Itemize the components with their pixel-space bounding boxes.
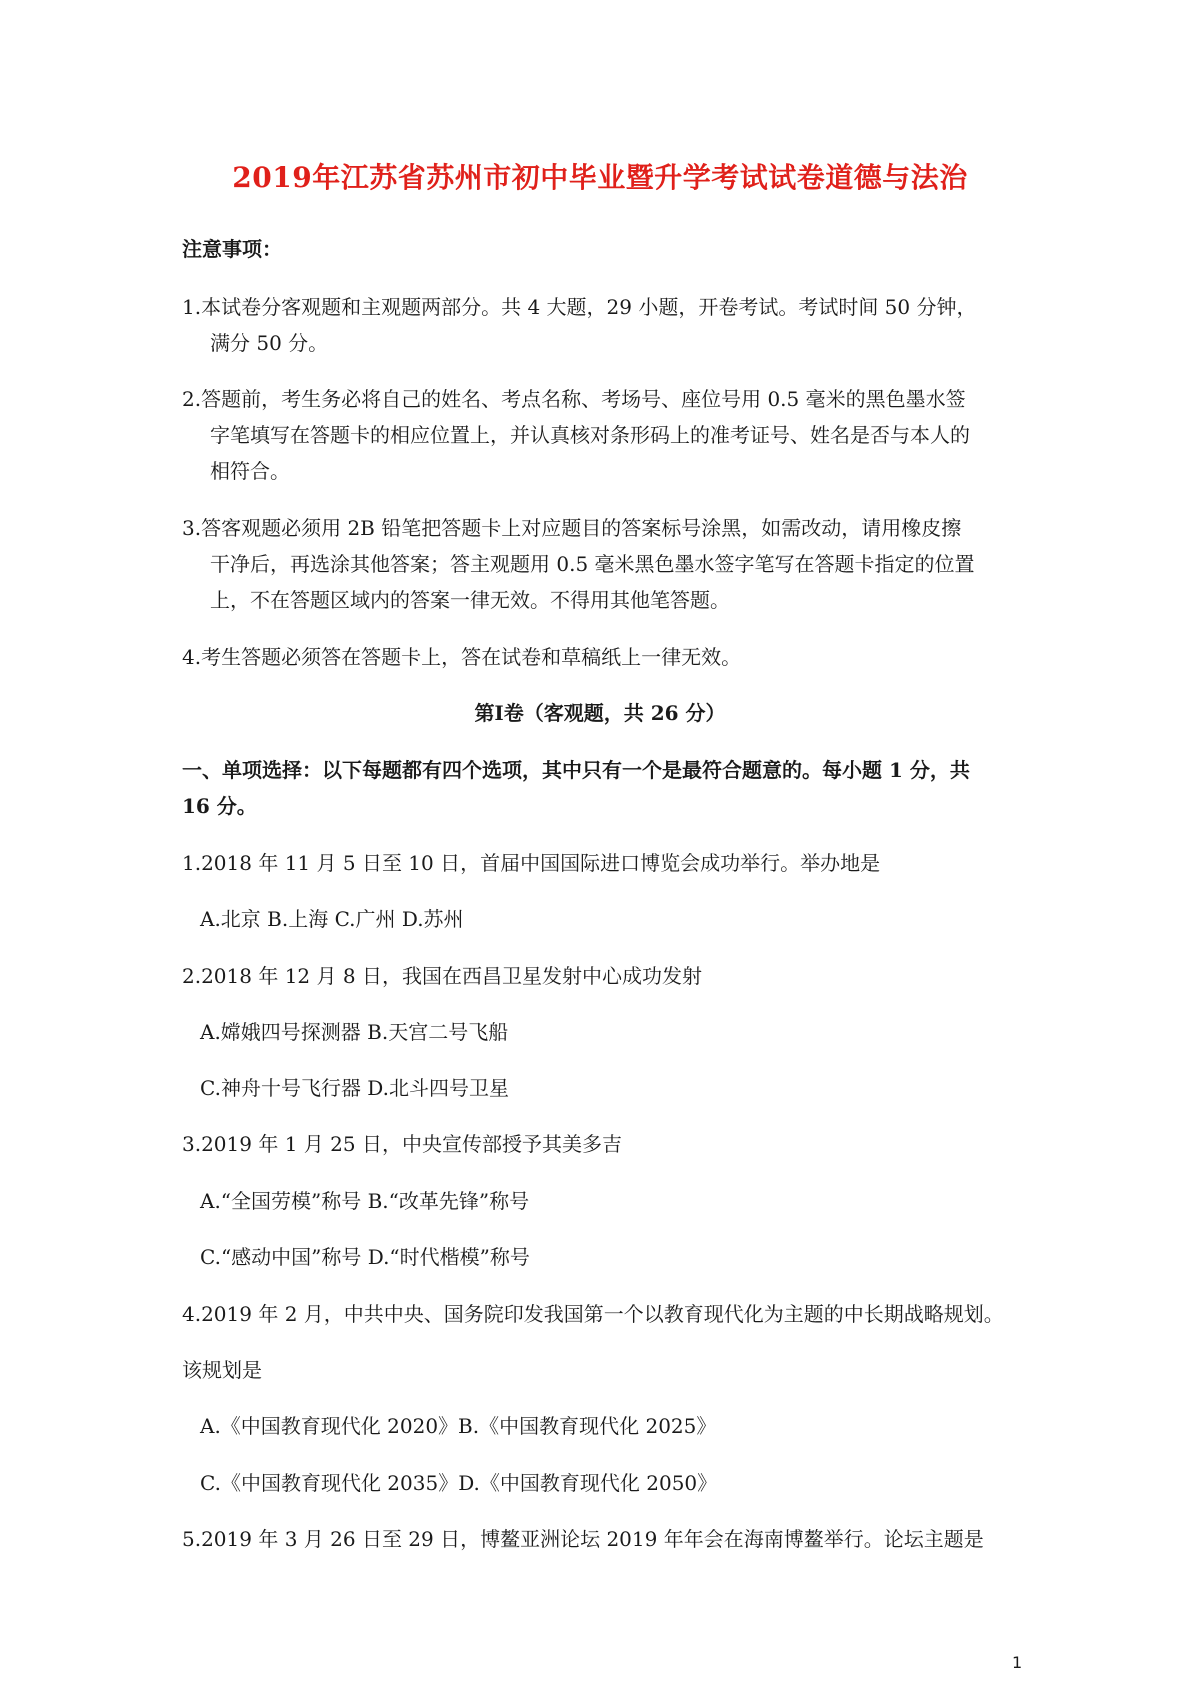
notice-item-1-line-1: 1.本试卷分客观题和主观题两部分。共 4 大题，29 小题，开卷考试。考试时间 50 分钟，	[182, 295, 977, 319]
notice-item-3-line-3: 上，不在答题区域内的答案一律无效。不得用其他笔答题。	[210, 588, 730, 612]
section-title: 第Ⅰ卷（客观题，共 26 分）	[474, 701, 726, 725]
notice-item-3-line-2: 干净后，再选涂其他答案；答主观题用 0.5 毫米黑色墨水签字笔写在答题卡指定的位置	[210, 552, 975, 576]
question-4-options-line-2: C.《中国教育现代化 2035》D.《中国教育现代化 2050》	[200, 1471, 718, 1495]
notice-item-2-line-2: 字笔填写在答题卡的相应位置上，并认真核对条形码上的准考证号、姓名是否与本人的	[210, 423, 970, 447]
part1-heading-line-1: 一、单项选择：以下每题都有四个选项，其中只有一个是最符合题意的。每小题 1 分，共	[182, 758, 970, 782]
part1-heading-line-2: 16 分。	[182, 794, 257, 818]
notice-item-4-line-1: 4.考生答题必须答在答题卡上，答在试卷和草稿纸上一律无效。	[182, 645, 742, 669]
notice-item-3-line-1: 3.答客观题必须用 2B 铅笔把答题卡上对应题目的答案标号涂黑，如需改动，请用橡皮擦	[182, 516, 962, 540]
notice-item-1-line-2: 满分 50 分。	[210, 331, 329, 355]
question-3-options-line-1: A.“全国劳模”称号 B.“改革先锋”称号	[200, 1189, 530, 1213]
question-3-options-line-2: C.“感动中国”称号 D.“时代楷模”称号	[200, 1245, 530, 1269]
notice-heading: 注意事项：	[182, 237, 282, 261]
notice-item-2-line-1: 2.答题前，考生务必将自己的姓名、考点名称、考场号、座位号用 0.5 毫米的黑色墨水签	[182, 387, 966, 411]
question-2-options-line-1: A.嫦娥四号探测器 B.天宫二号飞船	[200, 1020, 509, 1044]
page-number: 1	[1012, 1653, 1023, 1672]
notice-item-2-line-3: 相符合。	[210, 459, 290, 483]
question-5-stem: 5.2019 年 3 月 26 日至 29 日，博鳌亚洲论坛 2019 年年会在海南博鳌举行。论坛主题是	[182, 1527, 984, 1551]
question-2-stem: 2.2018 年 12 月 8 日，我国在西昌卫星发射中心成功发射	[182, 964, 702, 988]
question-4-stem-line-1: 4.2019 年 2 月，中共中央、国务院印发我国第一个以教育现代化为主题的中长期战略规划。	[182, 1302, 1004, 1326]
question-1-options-line-1: A.北京 B.上海 C.广州 D.苏州	[200, 907, 464, 931]
question-3-stem: 3.2019 年 1 月 25 日，中央宣传部授予其美多吉	[182, 1132, 622, 1156]
question-4-options-line-1: A.《中国教育现代化 2020》B.《中国教育现代化 2025》	[200, 1414, 717, 1438]
document-title: 2019年江苏省苏州市初中毕业暨升学考试试卷道德与法治	[232, 161, 968, 194]
question-2-options-line-2: C.神舟十号飞行器 D.北斗四号卫星	[200, 1076, 509, 1100]
question-1-stem: 1.2018 年 11 月 5 日至 10 日，首届中国国际进口博览会成功举行。举办地是	[182, 851, 881, 875]
question-4-stem-line-2: 该规划是	[182, 1358, 262, 1382]
